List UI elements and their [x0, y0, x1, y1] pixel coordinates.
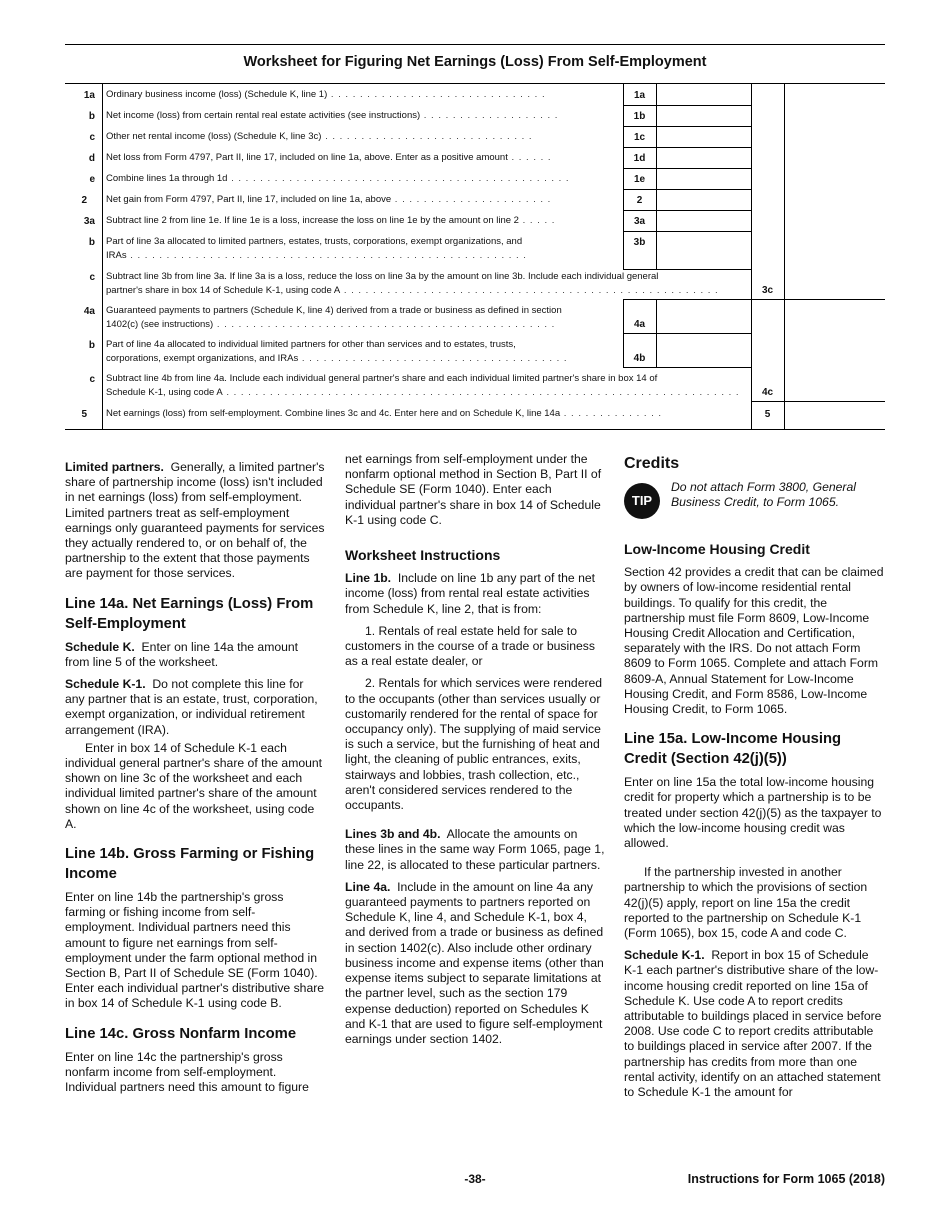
paragraph: Do not complete this line for any partner that is an estate, trust, corporation, exempt organization, or individual retirement arrangement (IRA). [65, 677, 318, 737]
section-heading: Line 14c. Gross Nonfarm Income [65, 1025, 297, 1042]
section-heading: Line 15a. Low-Income Housing Credit (Section 42(j)(5)) [624, 731, 842, 768]
line-number: 4a [83, 306, 95, 317]
amount-field[interactable] [657, 190, 750, 210]
line-number: b [88, 237, 95, 248]
amount-field[interactable] [657, 232, 750, 268]
paragraph: Section 42 provides a credit that can be claimed by owners of low-income residential rental buildings. To qualify for this credit, the partnership must file Form 8609, Low-Income Housing Credit Allocation and Certification, separately with the IRS. Do not attach Form 8609 to Form 1065. Complete and attach Form 8609-A, Annual Statement for Low-Income Housing Credit, and Form 8586, Low-Income Housing Credit, to Form 1065. [624, 565, 884, 717]
box-label: 4b [633, 353, 646, 364]
run-in-heading: Schedule K. [65, 639, 135, 654]
line-text: Part of line 4a allocated to individual limited partners for other than services and to estates, trusts, corporations, exempt organizations, and IRAs . . . . . . . . . . . . . . . . . . . . . . . . . . . . . . . . . . . . . [106, 339, 568, 364]
run-in-heading: Schedule K-1. [65, 677, 146, 692]
worksheet-title: Worksheet for Figuring Net Earnings (Loss) From Self-Employment [243, 54, 707, 70]
line-text: Combine lines 1a through 1d . . . . . . . . . . . . . . . . . . . . . . . . . . . . . . . . . . . . . . . . . . . . . . . [106, 173, 570, 184]
line-number: c [89, 272, 95, 283]
paragraph: Enter on line 14c the partnership's gross nonfarm income from self-employment. Individual partners need this amount to figure [65, 1049, 309, 1095]
box-label: 4c [761, 387, 774, 398]
box-label: 3c [761, 285, 774, 296]
box-label: 3b [633, 237, 646, 248]
amount-field[interactable] [657, 84, 750, 104]
line-number: 2 [81, 195, 87, 206]
line-text: Net income (loss) from certain rental real estate activities (see instructions) . . . . . . . . . . . . . . . . . . . [106, 110, 559, 121]
section-heading: Line 14a. Net Earnings (Loss) From Self-Employment [65, 595, 314, 632]
line-number: b [88, 111, 95, 122]
run-in-heading: Schedule K-1. [624, 948, 705, 963]
line-text: Subtract line 3b from line 3a. If line 3a is a loss, reduce the loss on line 3a by the amount on line 3b. Include each individual general partner's share in box 14 of Schedule K-1, using code A . . . . . . . . . . . . . . . . . . . . . . . . . . . . . . . . . . . . . . . . . . . . . . . . . . . . [106, 271, 719, 296]
line-number: 5 [81, 409, 87, 420]
amount-field[interactable] [657, 300, 750, 332]
line-number: c [89, 132, 95, 143]
paragraph: If the partnership invested in another partnership to which the provisions of section 42(j)(5) apply, report on line 15a the credit reported to the partnership on Schedule K-1 (Form 1065), box 15, code A and code C. [624, 865, 868, 941]
list-item: 1. Rentals of real estate held for sale to customers in the course of a trade or business as a real estate dealer, or [345, 623, 595, 669]
paragraph: Enter on line 15a the total low-income housing credit for property which a partnership is to be treated under section 42(j)(5) as the taxpayer to which the low-income housing credit was allowed. [624, 775, 882, 851]
amount-field[interactable] [657, 169, 750, 189]
amount-field[interactable] [785, 300, 884, 400]
tip-text: Do not attach Form 3800, General Business Credit, to Form 1065. [671, 480, 856, 510]
run-in-heading: Line 4a. [345, 879, 391, 894]
section-heading: Credits [624, 455, 680, 472]
tip-icon: TIP [624, 483, 660, 519]
column-middle [345, 452, 605, 1054]
line-number: e [89, 174, 95, 185]
run-in-heading: Limited partners. [65, 460, 164, 474]
line-number: 3a [83, 216, 95, 227]
paragraph: Report in box 15 of Schedule K-1 each partner's distributive share of the low-income housing credit reported on line 15a of Schedule K. Use code A to report credits attributable to buildings placed in service before 2008. Use code C to report credits attributable to buildings placed in service after 2007. If the partnership has credits from more than one rental activity, identify on an attached statement to Schedule K-1 the amount for [624, 948, 882, 1100]
box-label: 2 [636, 195, 643, 206]
line-number: 1a [83, 90, 95, 101]
worksheet-table [65, 83, 885, 430]
top-rule [65, 44, 885, 45]
box-label: 1c [633, 132, 646, 143]
amount-field[interactable] [785, 402, 884, 428]
run-in-heading: Line 1b. [345, 571, 392, 586]
line-number: c [89, 374, 95, 385]
section-heading: Line 14b. Gross Farming or Fishing Income [65, 846, 315, 883]
paragraph: Include in the amount on line 4a any guaranteed payments to partners reported on Schedule K, line 4, and Schedule K-1, box 4, and derived from a trade or business as defined in section 1402(c). Also include other ordinary business income and expense items (other than expense items subject to separate limitations at the partner level, such as the section 179 expense deduction) reported on Schedules K and K-1 that are used to figure self-employment earnings under section 1402. [345, 879, 604, 1046]
box-label: 4a [633, 319, 646, 330]
form-name: Instructions for Form 1065 (2018) [687, 1172, 885, 1186]
paragraph: Enter on line 14a the amount from line 5 of the worksheet. [65, 639, 299, 669]
line-text: Net loss from Form 4797, Part II, line 17, included on line 1a, above. Enter as a positive amount . . . . . . [106, 152, 552, 163]
tip-box [624, 480, 884, 528]
paragraph: Enter in box 14 of Schedule K-1 each individual general partner's share of the amount shown on line 3c of the worksheet and each individual limited partner's share of the amount shown on line 4c of the worksheet, using code A. [65, 740, 323, 831]
box-label: 5 [764, 409, 771, 420]
box-label: 3a [633, 216, 646, 227]
box-label: 1a [633, 90, 646, 101]
line-text: Other net rental income (loss) (Schedule K, line 3c) . . . . . . . . . . . . . . . . . . . . . . . . . . . . . [106, 131, 533, 142]
rule [623, 367, 751, 368]
line-text: Net earnings (loss) from self-employment. Combine lines 3c and 4c. Enter here and on Schedule K, line 14a . . . . . . . . . . . . . . [106, 408, 663, 419]
line-text: Part of line 3a allocated to limited partners, estates, trusts, corporations, exempt organizations, and IRAs . . . . . . . . . . . . . . . . . . . . . . . . . . . . . . . . . . . . . . . . . . . . . . . . . . . . . . . [106, 236, 527, 261]
section-heading: Low-Income Housing Credit [624, 541, 810, 557]
amount-field[interactable] [657, 334, 750, 366]
box-label: 1d [633, 153, 646, 164]
box-label: 1e [633, 174, 646, 185]
amount-field[interactable] [785, 84, 884, 298]
line-text: Subtract line 4b from line 4a. Include each individual general partner's share and each individual limited partner's share in box 14 of Schedule K-1, using code A . . . . . . . . . . . . . . . . . . . . . . . . . . . . . . . . . . . . . . . . . . . . . . . . . . . . . . . . . . . . . . . . . . . . . . . [106, 373, 740, 398]
paragraph: net earnings from self-employment under the nonfarm optional method in Section B, Part II of Schedule SE (Form 1040). Enter each individual partner's share in box 14 of Schedule K-1 using code C. [345, 452, 602, 527]
amount-field[interactable] [657, 211, 750, 231]
column-left [65, 452, 325, 1102]
run-in-heading: Lines 3b and 4b. [345, 827, 441, 842]
page-number: -38- [464, 1172, 486, 1186]
paragraph: Include on line 1b any part of the net income (loss) from rental real estate activities from Schedule K, line 2, that is from: [345, 571, 596, 616]
list-item: 2. Rentals for which services were rendered to the occupants (other than services usually or customarily rendered for the rental of space for occupancy only). The supplying of maid service is such a service, but the furnishing of heat and light, the cleaning of public entrances, exits, stairways and lobbies, trash collection, etc., aren't considered services rendered to the occupants. [345, 676, 603, 813]
box-label: 1b [633, 111, 646, 122]
line-number: b [88, 340, 95, 351]
amount-field[interactable] [657, 148, 750, 168]
paragraph: Allocate the amounts on these lines in the same way Form 1065, page 1, line 22, is allocated to these particular partners. [345, 827, 605, 872]
divider [102, 84, 103, 429]
paragraph: Enter on line 14b the partnership's gross farming or fishing income from self-employment. Individual partners need this amount to figure net earnings from self-employment under the farm optional method in Section B, Part II of Schedule SE (Form 1040). Enter each individual partner's distributive share in box 14 of Schedule K-1 using code B. [65, 890, 325, 1011]
divider [751, 84, 752, 429]
line-text: Ordinary business income (loss) (Schedule K, line 1) . . . . . . . . . . . . . . . . . . . . . . . . . . . . . . [106, 89, 546, 100]
line-text: Net gain from Form 4797, Part II, line 17, included on line 1a, above . . . . . . . . . . . . . . . . . . . . . . [106, 194, 552, 205]
line-text: Guaranteed payments to partners (Schedule K, line 4) derived from a trade or business as defined in section 1402(c) (see instructions) . . . . . . . . . . . . . . . . . . . . . . . . . . . . . . . . . . . . . . . . . . . . . . . [106, 305, 562, 330]
amount-field[interactable] [657, 106, 750, 126]
column-right [624, 452, 884, 1107]
amount-field[interactable] [657, 127, 750, 147]
line-text: Subtract line 2 from line 1e. If line 1e is a loss, increase the loss on line 1e by the amount on line 2 . . . . . [106, 215, 556, 226]
paragraph: Generally, a limited partner's share of partnership income (loss) isn't included in net earnings (loss) from self-employment. Limited partners treat as self-employment earnings only guaranteed payments for services they actually rendered to, or on behalf of, the partnership to the extent that those payments are payment for those services. [65, 460, 325, 581]
section-heading: Worksheet Instructions [345, 547, 501, 564]
line-number: d [88, 153, 95, 164]
